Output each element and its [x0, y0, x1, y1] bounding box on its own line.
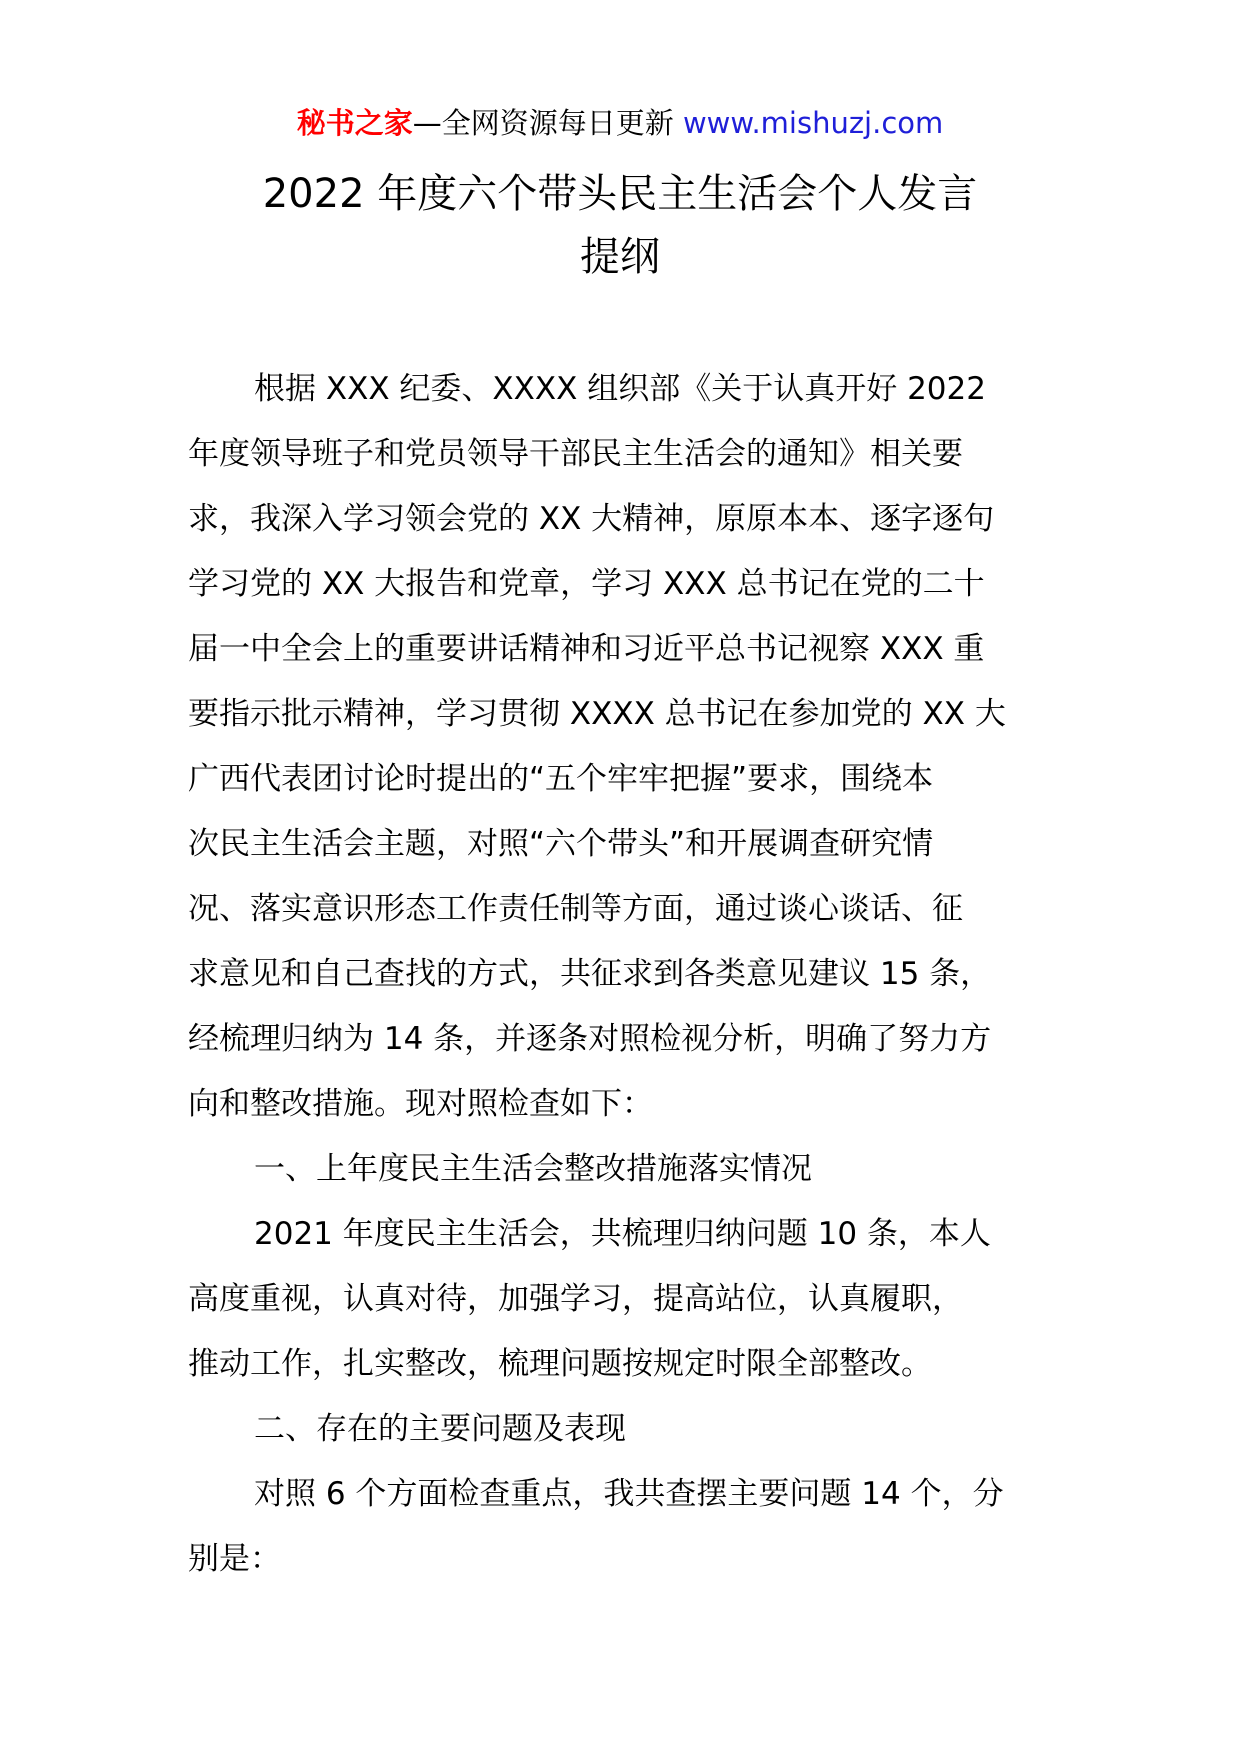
section-heading-2: 二、存在的主要问题及表现: [254, 1411, 626, 1447]
paragraph-line: 广西代表团讨论时提出的“五个牢牢把握”要求，围绕本: [188, 761, 934, 797]
paragraph-line: 届一中全会上的重要讲话精神和习近平总书记视察 XXX 重: [188, 631, 985, 667]
header-slogan: —全网资源每日更新: [412, 106, 683, 140]
title-line-1: 2022 年度六个带头民主生活会个人发言: [262, 171, 978, 217]
document-title: [140, 163, 1100, 289]
paragraph-line: 2021 年度民主生活会，共梳理归纳问题 10 条，本人: [254, 1216, 991, 1252]
paragraph-line: 根据 XXX 纪委、XXXX 组织部《关于认真开好 2022: [254, 371, 986, 407]
site-header: [0, 101, 1240, 145]
paragraph-line: 对照 6 个方面检查重点，我共查摆主要问题 14 个，分: [254, 1476, 1004, 1512]
brand-name: 秘书之家: [296, 106, 413, 140]
paragraph-line: 求，我深入学习领会党的 XX 大精神，原原本本、逐字逐句: [188, 501, 995, 537]
paragraph-line: 经梳理归纳为 14 条，并逐条对照检视分析，明确了努力方: [188, 1021, 992, 1057]
title-line-2: 提纲: [580, 234, 660, 280]
paragraph-line: 学习党的 XX 大报告和党章，学习 XXX 总书记在党的二十: [188, 566, 985, 602]
section-heading-1: 一、上年度民主生活会整改措施落实情况: [254, 1151, 812, 1187]
paragraph-line: 况、落实意识形态工作责任制等方面，通过谈心谈话、征: [188, 891, 963, 927]
paragraph-line: 推动工作，扎实整改，梳理问题按规定时限全部整改。: [188, 1346, 932, 1382]
paragraph-line: 别是：: [188, 1541, 281, 1577]
paragraph-line: 次民主生活会主题，对照“六个带头”和开展调查研究情: [188, 826, 934, 862]
site-url-link[interactable]: www.mishuzj.com: [682, 106, 944, 140]
paragraph-line: 向和整改措施。现对照检查如下：: [188, 1086, 653, 1122]
document-body: [188, 357, 1058, 1592]
paragraph-line: 要指示批示精神，学习贯彻 XXXX 总书记在参加党的 XX 大: [188, 696, 1006, 732]
paragraph-line: 高度重视，认真对待，加强学习，提高站位，认真履职，: [188, 1281, 963, 1317]
paragraph-line: 求意见和自己查找的方式，共征求到各类意见建议 15 条，: [188, 956, 992, 992]
paragraph-line: 年度领导班子和党员领导干部民主生活会的通知》相关要: [188, 436, 963, 472]
